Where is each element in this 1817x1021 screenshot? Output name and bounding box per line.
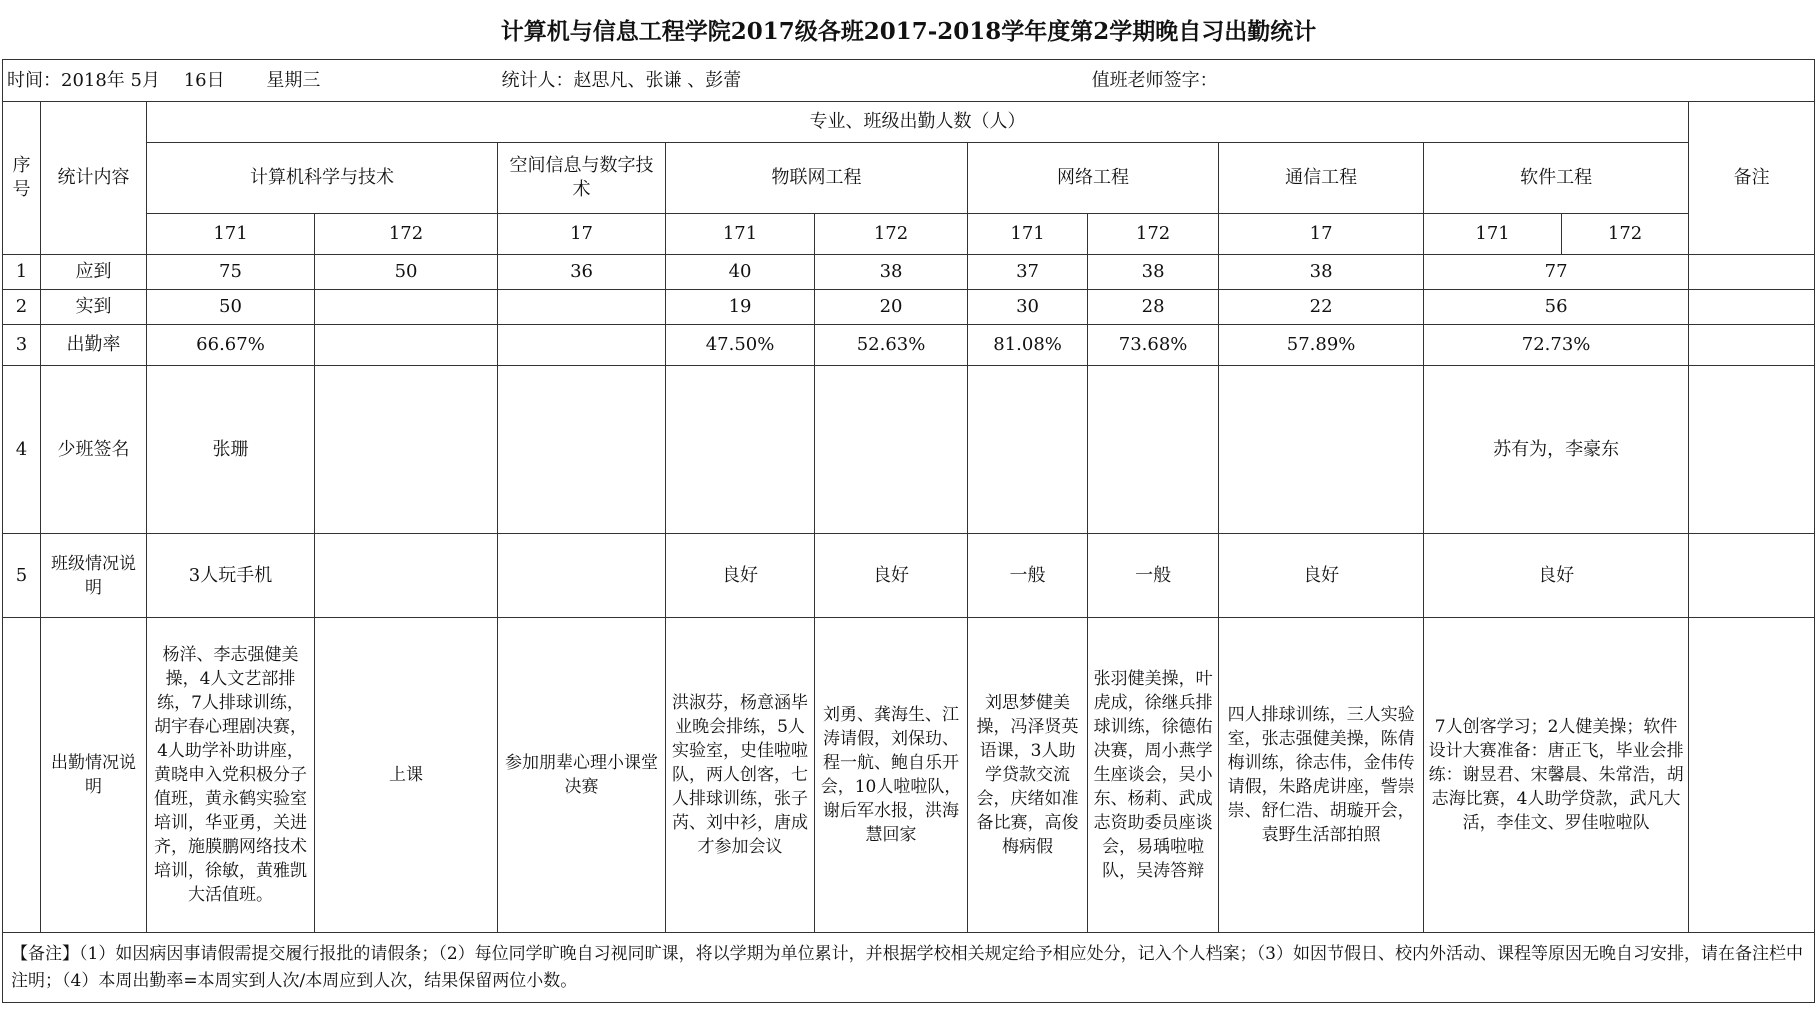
class-header: 171	[147, 214, 315, 255]
table-cell: 刘思梦健美操，冯泽贤英语课，3人助学贷款交流会，庆绪如准备比赛，高俊梅病假	[968, 618, 1088, 933]
table-cell	[498, 290, 666, 325]
major-header: 物联网工程	[666, 143, 968, 214]
table-cell: 苏有为，李豪东	[1424, 366, 1689, 534]
table-cell: 良好	[666, 534, 815, 618]
table-cell	[498, 366, 666, 534]
remark-cell	[1689, 290, 1815, 325]
table-row	[3, 325, 1815, 366]
major-header: 网络工程	[968, 143, 1219, 214]
table-cell: 3人玩手机	[147, 534, 315, 618]
table-cell: 洪淑芬，杨意涵毕业晚会排练，5人实验室，史佳啦啦队，两人创客，七人排球训练，张子芮、刘中衫，唐成才参加会议	[666, 618, 815, 933]
table-cell: 77	[1424, 255, 1689, 290]
table-cell: 47.50%	[666, 325, 815, 366]
major-header: 空间信息与数字技术	[498, 143, 666, 214]
table-cell: 73.68%	[1088, 325, 1219, 366]
counter-field: 统计人：赵思凡、张谦 、彭蕾	[498, 60, 1088, 102]
major-header: 通信工程	[1219, 143, 1424, 214]
class-header: 171	[1424, 214, 1562, 255]
row-number: 1	[3, 255, 41, 290]
table-cell: 四人排球训练，三人实验室，张志强健美操，陈倩梅训练，徐志伟，金伟传请假，朱路虎讲座，訾崇崇、舒仁浩、胡璇开会，袁野生活部拍照	[1219, 618, 1424, 933]
table-cell: 刘勇、龚海生、江涛请假，刘保玏、程一航、鲍自乐开会，10人啦啦队，谢后军水报，洪海慧回家	[815, 618, 968, 933]
class-header: 17	[498, 214, 666, 255]
table-cell: 良好	[815, 534, 968, 618]
table-cell	[1088, 366, 1219, 534]
row-label: 实到	[41, 290, 147, 325]
table-row	[3, 534, 1815, 618]
class-header: 171	[666, 214, 815, 255]
table-cell: 上课	[315, 618, 498, 933]
row-label: 出勤情况说明	[41, 618, 147, 933]
table-cell: 38	[1088, 255, 1219, 290]
table-cell	[666, 366, 815, 534]
table-cell: 50	[147, 290, 315, 325]
class-header: 172	[315, 214, 498, 255]
table-cell	[498, 534, 666, 618]
table-cell	[315, 290, 498, 325]
row-label: 应到	[41, 255, 147, 290]
row-label: 少班签名	[41, 366, 147, 534]
class-header: 172	[815, 214, 968, 255]
row-number: 3	[3, 325, 41, 366]
table-cell: 良好	[1424, 534, 1689, 618]
class-header: 172	[1088, 214, 1219, 255]
row-number: 4	[3, 366, 41, 534]
table-cell: 张珊	[147, 366, 315, 534]
table-cell: 37	[968, 255, 1088, 290]
table-cell: 38	[815, 255, 968, 290]
table-cell: 张羽健美操，叶虎成，徐继兵排球训练，徐德佑决赛，周小燕学生座谈会，吴小东、杨莉、武成志资助委员座谈会，易瑀啦啦队，吴涛答辩	[1088, 618, 1219, 933]
major-header: 计算机科学与技术	[147, 143, 498, 214]
table-cell: 良好	[1219, 534, 1424, 618]
table-cell	[315, 325, 498, 366]
group-header: 专业、班级出勤人数（人）	[147, 102, 1689, 143]
table-row	[3, 366, 1815, 534]
table-cell: 28	[1088, 290, 1219, 325]
sheet-title: 计算机与信息工程学院2017级各班2017-2018学年度第2学期晚自习出勤统计	[500, 18, 1317, 45]
table-row	[3, 618, 1815, 933]
remark-cell	[1689, 534, 1815, 618]
notes-row	[3, 933, 1815, 1003]
table-row	[3, 255, 1815, 290]
seq-header: 序号	[3, 102, 41, 255]
table-cell: 57.89%	[1219, 325, 1424, 366]
table-cell: 81.08%	[968, 325, 1088, 366]
table-cell: 66.67%	[147, 325, 315, 366]
table-cell: 19	[666, 290, 815, 325]
remark-cell	[1689, 618, 1815, 933]
row-number: 5	[3, 534, 41, 618]
table-cell	[315, 366, 498, 534]
row-label: 班级情况说明	[41, 534, 147, 618]
table-cell: 38	[1219, 255, 1424, 290]
notes-text: 【备注】（1）如因病因事请假需提交履行报批的请假条；（2）每位同学旷晚自习视同旷课，将以学期为单位累计，并根据学校相关规定给予相应处分，记入个人档案；（3）如因节假日、校内外活动、课程等原因无晚自习安排，请在备注栏中注明；（4）本周出勤率=本周实到人次/本周应到人次，结果保留两位小数。	[3, 933, 1815, 1003]
table-cell: 30	[968, 290, 1088, 325]
major-header: 软件工程	[1424, 143, 1689, 214]
table-cell: 7人创客学习；2人健美操；软件设计大赛准备：唐正飞，毕业会排练：谢昱君、宋馨晨、朱常浩，胡志海比赛，4人助学贷款，武凡大活，李佳文、罗佳啦啦队	[1424, 618, 1689, 933]
table-cell: 56	[1424, 290, 1689, 325]
remark-cell	[1689, 255, 1815, 290]
row-label: 出勤率	[41, 325, 147, 366]
info-row	[3, 60, 1815, 102]
attendance-table	[2, 59, 1815, 1003]
table-cell	[315, 534, 498, 618]
table-cell: 36	[498, 255, 666, 290]
table-cell: 40	[666, 255, 815, 290]
header-row-majors	[3, 143, 1815, 214]
date-field: 时间：2018年 5月 16日 星期三	[3, 60, 498, 102]
table-cell: 参加朋辈心理小课堂决赛	[498, 618, 666, 933]
table-row	[3, 290, 1815, 325]
table-cell	[1219, 366, 1424, 534]
header-row-group	[3, 102, 1815, 143]
class-header: 171	[968, 214, 1088, 255]
row-number: 2	[3, 290, 41, 325]
table-cell: 75	[147, 255, 315, 290]
content-header: 统计内容	[41, 102, 147, 255]
table-cell: 一般	[968, 534, 1088, 618]
remark-cell	[1689, 366, 1815, 534]
remark-header: 备注	[1689, 102, 1815, 255]
table-cell: 杨洋、李志强健美操，4人文艺部排练，7人排球训练，胡宇春心理剧决赛，4人助学补助讲座，黄晓申入党积极分子值班，黄永鹤实验室培训，华亚勇，关进齐，施膜鹏网络技术培训，徐敏，黄雅凯大活值班。	[147, 618, 315, 933]
table-cell	[968, 366, 1088, 534]
table-cell	[815, 366, 968, 534]
table-cell: 72.73%	[1424, 325, 1689, 366]
table-cell	[498, 325, 666, 366]
table-cell: 一般	[1088, 534, 1219, 618]
row-number	[3, 618, 41, 933]
table-cell: 50	[315, 255, 498, 290]
table-cell: 52.63%	[815, 325, 968, 366]
remark-cell	[1689, 325, 1815, 366]
table-cell: 22	[1219, 290, 1424, 325]
class-header: 17	[1219, 214, 1424, 255]
class-header: 172	[1562, 214, 1689, 255]
header-row-classes	[3, 214, 1815, 255]
teacher-signature-field: 值班老师签字：	[1088, 60, 1815, 102]
table-cell: 20	[815, 290, 968, 325]
